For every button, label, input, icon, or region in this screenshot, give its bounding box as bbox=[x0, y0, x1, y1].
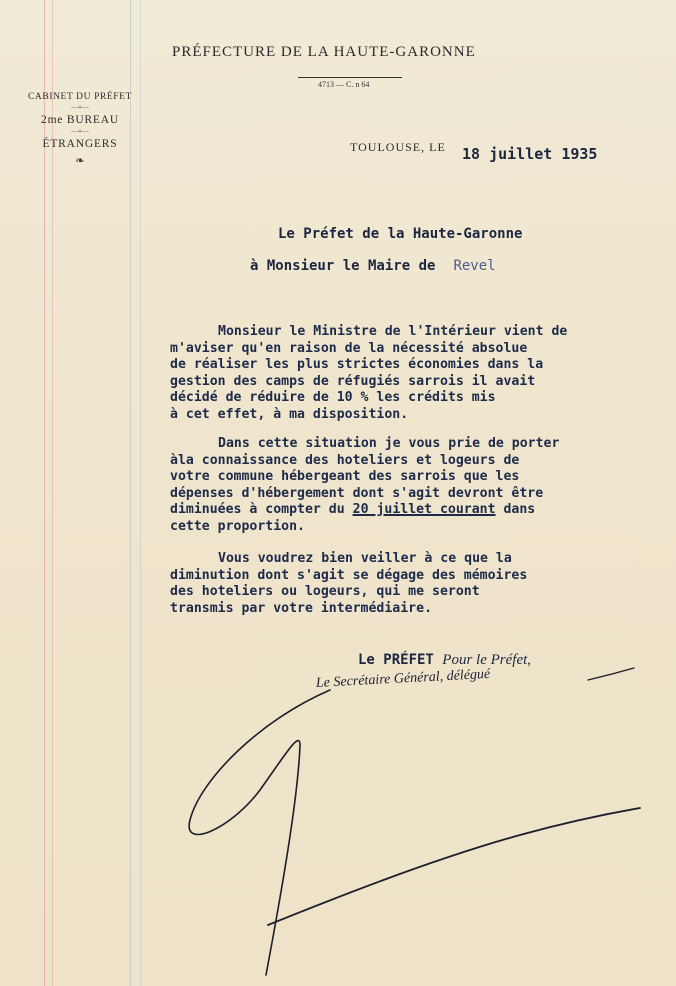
paragraph-3 bbox=[170, 551, 660, 617]
paragraph-1 bbox=[170, 324, 660, 423]
text-line: dépenses d'hébergement dont s'agit devront être bbox=[170, 485, 544, 501]
text-line: de réaliser les plus strictes économies dans la bbox=[170, 357, 544, 372]
recipient-line bbox=[250, 258, 496, 274]
underlined-date: 20 juillet courant bbox=[352, 502, 496, 517]
text-segment: dans bbox=[495, 502, 536, 517]
ornament-icon: ❧ bbox=[75, 155, 85, 167]
text-line: Vous voudrez bien veiller à ce que la bbox=[218, 551, 512, 566]
recipient-title: à Monsieur le Maire de bbox=[250, 258, 436, 274]
prefect-stamp: Le PRÉFET bbox=[358, 652, 434, 668]
text-line: votre commune hébergeant des sarrois que les bbox=[170, 469, 520, 484]
prefecture-heading: PRÉFECTURE DE LA HAUTE-GARONNE bbox=[172, 44, 476, 60]
office-etrangers: ÉTRANGERS bbox=[42, 138, 118, 150]
text-segment: diminuées à compter du bbox=[170, 502, 353, 517]
paragraph-2 bbox=[170, 436, 660, 535]
heading-divider bbox=[298, 77, 402, 78]
text-line: àla connaissance des hoteliers et logeurs de bbox=[170, 452, 520, 468]
text-line: transmis par votre intermédiaire. bbox=[170, 600, 433, 616]
divider-glyph: —»— bbox=[71, 103, 89, 111]
text-line: diminution dont s'agit se dégage des mémoires bbox=[170, 567, 528, 583]
sender-line: Le Préfet de la Haute-Garonne bbox=[278, 226, 523, 242]
text-line: Monsieur le Ministre de l'Intérieur vient de bbox=[218, 324, 568, 339]
reference-number: 4713 — C. n 64 bbox=[318, 80, 370, 89]
text-line: m'aviser qu'en raison de la nécessité absolue bbox=[170, 340, 528, 356]
text-line: Dans cette situation je vous prie de porter bbox=[218, 436, 560, 451]
date-value: 18 juillet 1935 bbox=[462, 145, 598, 163]
text-line: gestion des camps de réfugiés sarrois il avait bbox=[170, 373, 536, 389]
signature-heading bbox=[358, 652, 531, 669]
secretary-line: Le Secrétaire Général, délégué bbox=[315, 666, 491, 691]
text-line: à cet effet, à ma disposition. bbox=[170, 406, 409, 422]
date-place: TOULOUSE, LE bbox=[350, 140, 446, 154]
office-bureau: 2me BUREAU bbox=[41, 114, 119, 126]
recipient-town: Revel bbox=[453, 258, 496, 274]
text-line: des hoteliers ou logeurs, qui me seront bbox=[170, 584, 480, 599]
text-line: décidé de réduire de 10 % les crédits mis bbox=[170, 390, 496, 405]
text-line bbox=[170, 502, 660, 519]
divider-glyph: —»— bbox=[71, 127, 89, 135]
office-cabinet: CABINET DU PRÉFET bbox=[28, 92, 132, 102]
office-block bbox=[14, 92, 146, 167]
pour-le-prefet: Pour le Préfet, bbox=[442, 652, 532, 668]
text-line: cette proportion. bbox=[170, 518, 305, 534]
